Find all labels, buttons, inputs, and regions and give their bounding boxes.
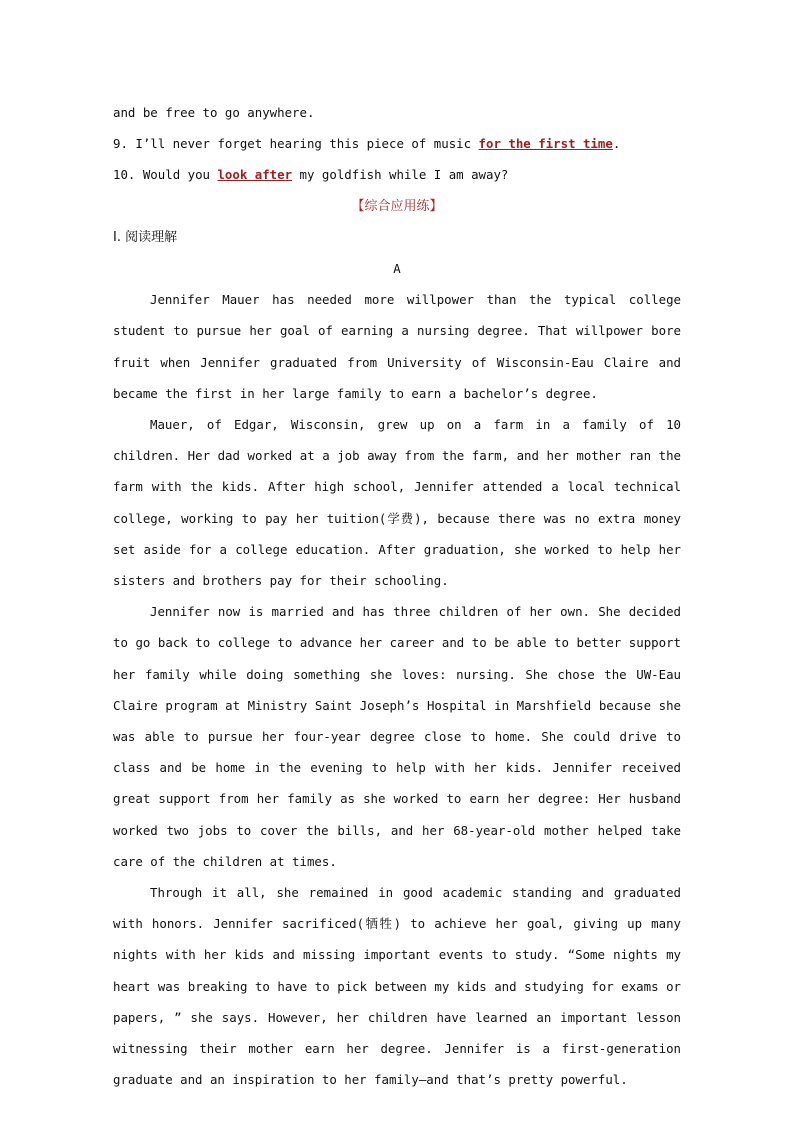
item-text-before: I’ll never forget hearing this piece of music xyxy=(127,136,479,152)
exercise-item-10 xyxy=(113,159,681,190)
passage-paragraph: Mauer, of Edgar, Wisconsin, grew up on a farm in a family of 10 children. Her dad worked at a job away from the farm, and her mother ran the farm with the kids. After high school, Jennifer attended a local technical college, working to pay her tuition(学费), because there was no extra money set aside for a college education. After graduation, she worked to help her sisters and brothers pay for their schooling. xyxy=(113,417,681,589)
exercise-item-9 xyxy=(113,128,681,159)
passage-paragraph: Jennifer Mauer has needed more willpower than the typical college student to pursue her goal of earning a nursing degree. That willpower bore fruit when Jennifer graduated from University of Wisconsin-Eau Claire and became the first in her large family to earn a bachelor’s degree. xyxy=(113,292,681,401)
item-text-before: Would you xyxy=(135,167,218,183)
answer-phrase: look after xyxy=(217,167,293,183)
part-heading: Ⅰ. 阅读理解 xyxy=(113,229,178,245)
answer-phrase: for the first time xyxy=(478,136,613,152)
passage-letter: A xyxy=(393,261,401,277)
item-text-after: . xyxy=(612,136,621,152)
carryover-line: and be free to go anywhere. xyxy=(113,105,315,120)
passage-paragraph: Jennifer now is married and has three children of her own. She decided to go back to college to advance her career and to be able to better support her family while doing something she loves: nursing. She chose the UW-Eau Claire program at Ministry Saint Joseph’s Hospital in Marshfield because she was able to pursue her four-year degree close to home. She could drive to class and be home in the evening to help with her kids. Jennifer received great support from her family as she worked to earn her degree: Her husband worked two jobs to cover the bills, and her 68-year-old mother helped take care of the children at times. xyxy=(113,604,681,869)
item-number: 9. xyxy=(113,136,128,152)
document-page xyxy=(113,97,681,1096)
item-number: 10. xyxy=(113,167,136,183)
passage-paragraph: Through it all, she remained in good academic standing and graduated with honors. Jennifer sacrificed(牺牲) to achieve her goal, giving up many nights with her kids and missing important events to study. “Some nights my heart was breaking to have to pick between my kids and studying for exams or papers, ” she says. However, her children have learned an important lesson witnessing their mother earn her degree. Jennifer is a first-generation graduate and an inspiration to her family—and that’s pretty powerful. xyxy=(113,885,681,1088)
item-text-after: my goldfish while I am away? xyxy=(292,167,509,183)
section-heading: 【综合应用练】 xyxy=(351,198,443,214)
